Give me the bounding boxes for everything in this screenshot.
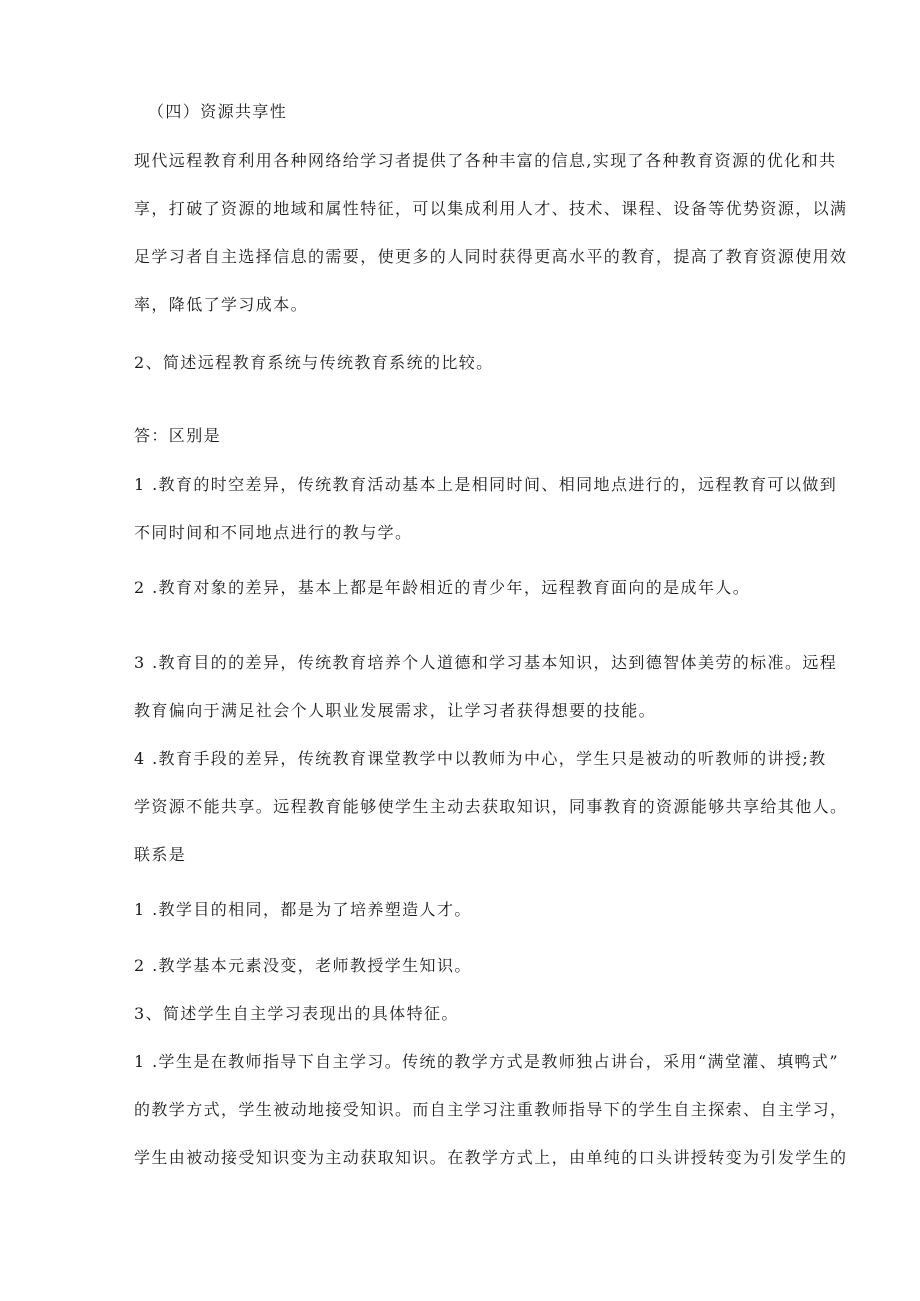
paragraph-line: 率，降低了学习成本。 (134, 295, 309, 314)
difference-line: 2 .教育对象的差异，基本上都是年龄相近的青少年，远程教育面向的是成年人。 (134, 578, 751, 597)
difference-line: 教育偏向于满足社会个人职业发展需求，让学习者获得想要的技能。 (134, 701, 657, 720)
connection-item-1: 1 .教学目的相同，都是为了培养塑造人才。 (134, 900, 472, 919)
difference-line: 3 .教育目的的差异，传统教育培养个人道德和学习基本知识，达到德智体美劳的标准。远程 (134, 653, 838, 672)
difference-line: 不同时间和不同地点进行的教与学。 (134, 523, 413, 542)
point-line: 学生由被动接受知识变为主动获取知识。在教学方式上，由单纯的口头讲授转变为引发学生的 (134, 1148, 848, 1167)
section-heading: （四）资源共享性 (148, 102, 288, 121)
paragraph-line: 足学习者自主选择信息的需要，使更多的人同时获得更高水平的教育，提高了教育资源使用效 (134, 247, 848, 266)
question-2-title: 2、简述远程教育系统与传统教育系统的比较。 (134, 353, 494, 372)
connection-intro: 联系是 (134, 845, 187, 864)
question-3-title: 3、简述学生自主学习表现出的具体特征。 (134, 1004, 459, 1023)
point-line: 的教学方式，学生被动地接受知识。而自主学习注重教师指导下的学生自主探索、自主学习， (134, 1100, 848, 1119)
point-line: 1 .学生是在教师指导下自主学习。传统的教学方式是教师独占讲台，采用“满堂灌、填鸭式” (134, 1052, 839, 1071)
difference-line: 1 .教育的时空差异，传统教育活动基本上是相同时间、相同地点进行的，远程教育可以做到 (134, 475, 838, 494)
answer-intro: 答：区别是 (134, 426, 222, 445)
difference-line: 4 .教育手段的差异，传统教育课堂教学中以教师为中心，学生只是被动的听教师的讲授;教 (134, 749, 827, 768)
connection-item-2: 2 .教学基本元素没变，老师教授学生知识。 (134, 956, 472, 975)
paragraph-line: 享，打破了资源的地域和属性特征，可以集成利用人才、技术、课程、设备等优势资源，以满 (134, 199, 848, 218)
paragraph-line: 现代远程教育利用各种网络给学习者提供了各种丰富的信息,实现了各种教育资源的优化和共 (134, 151, 837, 170)
difference-line: 学资源不能共享。远程教育能够使学生主动去获取知识，同事教育的资源能够共享给其他人。 (134, 797, 848, 816)
